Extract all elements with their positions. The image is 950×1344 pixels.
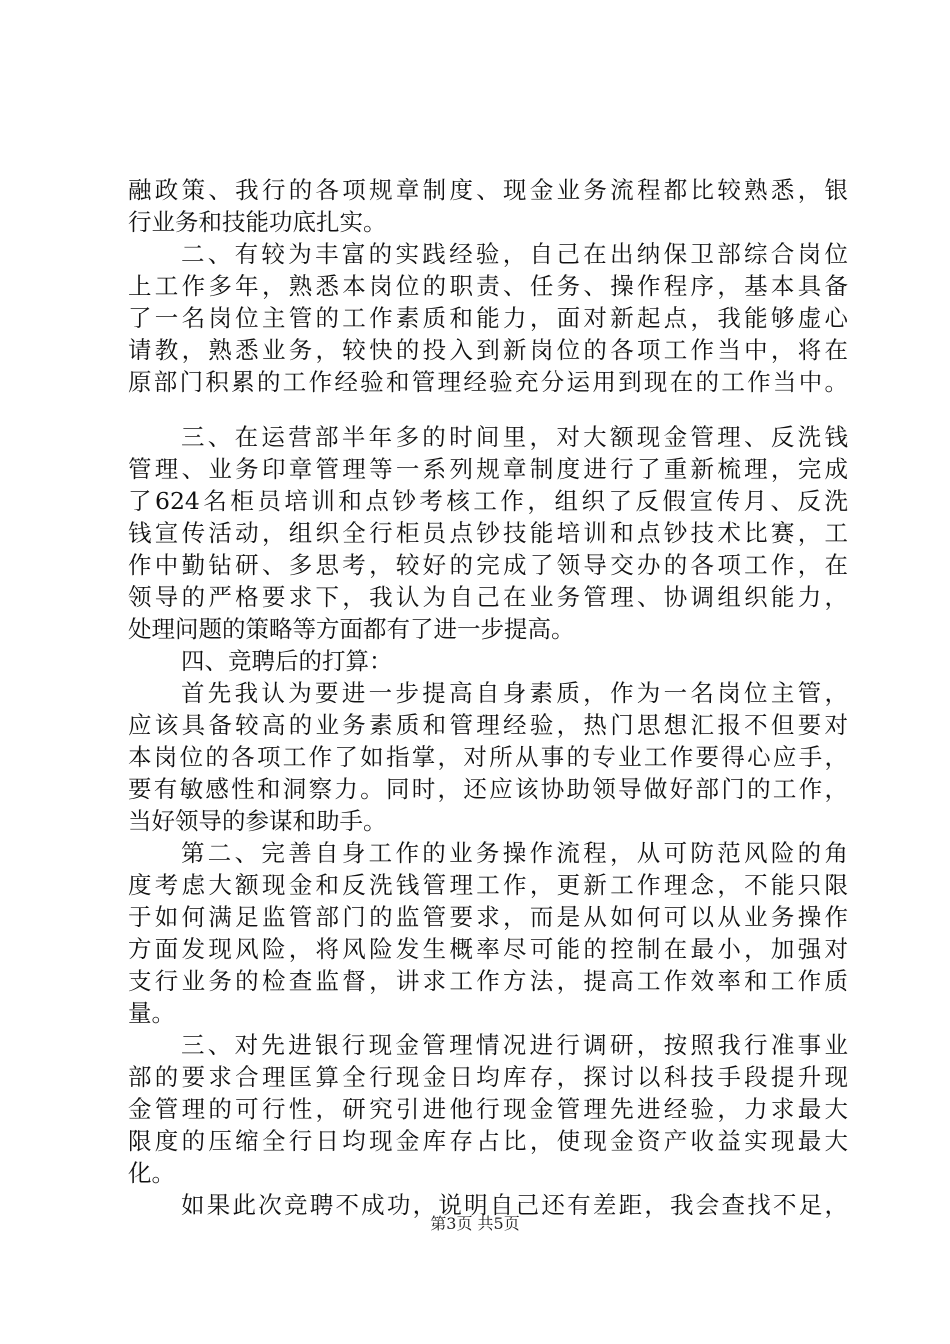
text-line: 三、在运营部半年多的时间里，对大额现金管理、反洗钱 [181, 423, 848, 451]
text-line: 量。 [128, 999, 175, 1027]
text-line: 第二、完善自身工作的业务操作流程，从可防范风险的角 [181, 839, 848, 867]
text-line: 要有敏感性和洞察力。同时，还应该协助领导做好部门的工作， [128, 775, 848, 803]
text-line: 处理问题的策略等方面都有了进一步提高。 [128, 615, 575, 643]
text-line: 于如何满足监管部门的监管要求，而是从如何可以从业务操作 [128, 903, 848, 931]
text-line: 行业务和技能功底扎实。 [128, 208, 387, 236]
text-line: 钱宣传活动，组织全行柜员点钞技能培训和点钞技术比赛，工 [128, 519, 848, 547]
text-line: 化。 [128, 1159, 175, 1187]
text-line: 领导的严格要求下，我认为自己在业务管理、协调组织能力， [128, 583, 848, 611]
text-line: 应该具备较高的业务素质和管理经验，热门思想汇报不但要对 [128, 711, 848, 739]
text-line: 作中勤钻研、多思考，较好的完成了领导交办的各项工作，在 [128, 551, 848, 579]
text-line: 二、有较为丰富的实践经验，自己在出纳保卫部综合岗位 [181, 240, 848, 268]
text-line: 方面发现风险，将风险发生概率尽可能的控制在最小，加强对 [128, 935, 848, 963]
text-line: 本岗位的各项工作了如指掌，对所从事的专业工作要得心应手， [128, 743, 848, 771]
text-line: 请教，熟悉业务，较快的投入到新岗位的各项工作当中，将在 [128, 336, 848, 364]
text-line: 融政策、我行的各项规章制度、现金业务流程都比较熟悉，银 [128, 176, 848, 204]
text-line: 支行业务的检查监督，讲求工作方法，提高工作效率和工作质 [128, 967, 848, 995]
text-line: 部的要求合理匡算全行现金日均库存，探讨以科技手段提升现 [128, 1063, 848, 1091]
text-line: 了一名岗位主管的工作素质和能力，面对新起点，我能够虚心 [128, 304, 848, 332]
text-line: 管理、业务印章管理等一系列规章制度进行了重新梳理，完成 [128, 455, 848, 483]
section-heading: 四、竞聘后的打算： [181, 647, 393, 675]
text-line: 了624名柜员培训和点钞考核工作，组织了反假宣传月、反洗 [128, 487, 848, 515]
page-number-footer: 第3页 共5页 [430, 1214, 520, 1233]
text-line: 三、对先进银行现金管理情况进行调研，按照我行准事业 [181, 1031, 848, 1059]
text-line: 上工作多年，熟悉本岗位的职责、任务、操作程序，基本具备 [128, 272, 848, 300]
text-line: 度考虑大额现金和反洗钱管理工作，更新工作理念，不能只限 [128, 871, 848, 899]
text-line: 当好领导的参谋和助手。 [128, 807, 387, 835]
text-line: 首先我认为要进一步提高自身素质，作为一名岗位主管， [181, 679, 848, 707]
text-line: 金管理的可行性，研究引进他行现金管理先进经验，力求最大 [128, 1095, 848, 1123]
text-line: 限度的压缩全行日均现金库存占比，使现金资产收益实现最大 [128, 1127, 848, 1155]
text-line: 如果此次竞聘不成功，说明自己还有差距，我会查找不足， [181, 1191, 848, 1219]
text-line: 原部门积累的工作经验和管理经验充分运用到现在的工作当中。 [128, 368, 848, 396]
